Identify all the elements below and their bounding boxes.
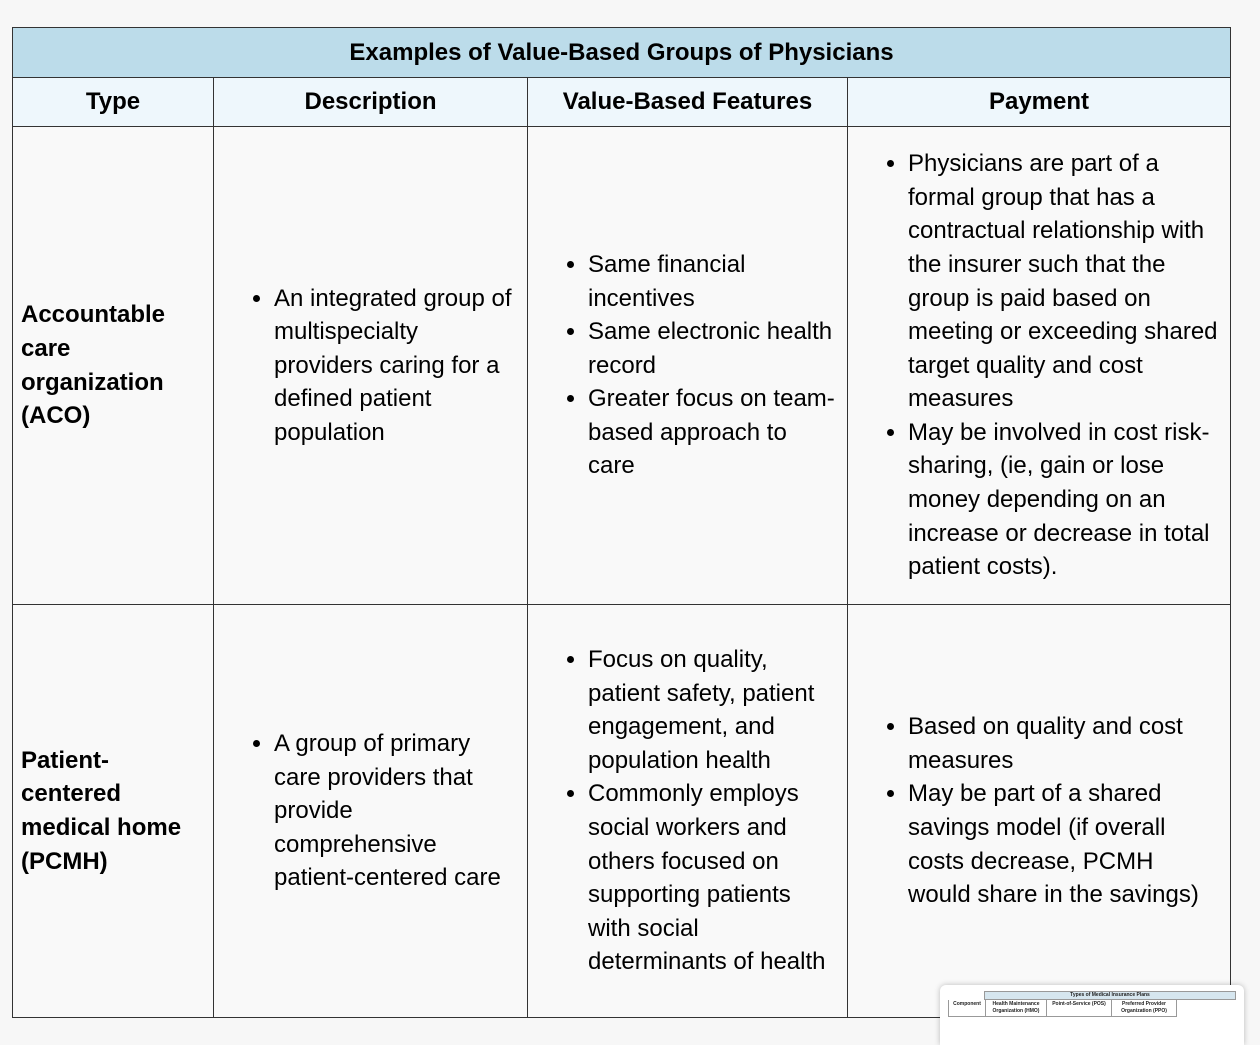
header-description: Description [214, 78, 528, 127]
row-description-cell [214, 605, 528, 1018]
thumbnail-col: Point-of-Service (POS) [1047, 1000, 1112, 1017]
payment-bullet: • Based on quality and cost measures [908, 710, 1220, 777]
header-payment: Payment [848, 78, 1231, 127]
thumbnail-header-row [948, 1000, 1236, 1017]
related-table-thumbnail[interactable] [940, 985, 1244, 1045]
value-based-groups-table [12, 27, 1231, 1018]
payment-bullet: • May be part of a shared savings model (if overall costs decrease, PCMH would share in the savings) [908, 777, 1220, 911]
thumbnail-title: Types of Medical Insurance Plans [984, 991, 1236, 1000]
header-value-based-features: Value-Based Features [528, 78, 848, 127]
thumbnail-col: Preferred Provider Organization (PPO) [1112, 1000, 1177, 1017]
description-bullet: • An integrated group of multispecialty providers caring for a defined patient population [274, 282, 517, 450]
feature-bullet: • Greater focus on team-based approach to care [588, 382, 837, 483]
thumbnail-col: Component [949, 1000, 986, 1017]
row-description-cell [214, 127, 528, 605]
description-bullet: • A group of primary care providers that provide comprehensive patient-centered care [274, 727, 517, 895]
row-type-aco: Accountable care organization (ACO) [13, 127, 214, 605]
row-payment-cell [848, 127, 1231, 605]
feature-bullet: • Focus on quality, patient safety, patient engagement, and population health [588, 643, 837, 777]
header-type: Type [13, 78, 214, 127]
table-row [13, 127, 1231, 605]
row-type-pcmh: Patient-centered medical home (PCMH) [13, 605, 214, 1018]
row-features-cell [528, 127, 848, 605]
thumbnail-col: Health Maintenance Organization (HMO) [986, 1000, 1047, 1017]
row-features-cell [528, 605, 848, 1018]
feature-bullet: • Commonly employs social workers and others focused on supporting patients with social determinants of health [588, 777, 837, 979]
table-caption: Examples of Value-Based Groups of Physicians [13, 28, 1231, 78]
payment-bullet: • Physicians are part of a formal group that has a contractual relationship with the insurer such that the group is paid based on meeting or exceeding shared target quality and cost measures [908, 147, 1220, 416]
feature-bullet: • Same electronic health record [588, 315, 837, 382]
feature-bullet: • Same financial incentives [588, 248, 837, 315]
row-payment-cell [848, 605, 1231, 1018]
payment-bullet: • May be involved in cost risk-sharing, (ie, gain or lose money depending on an increase or decrease in total patient costs). [908, 416, 1220, 584]
table-row [13, 605, 1231, 1018]
